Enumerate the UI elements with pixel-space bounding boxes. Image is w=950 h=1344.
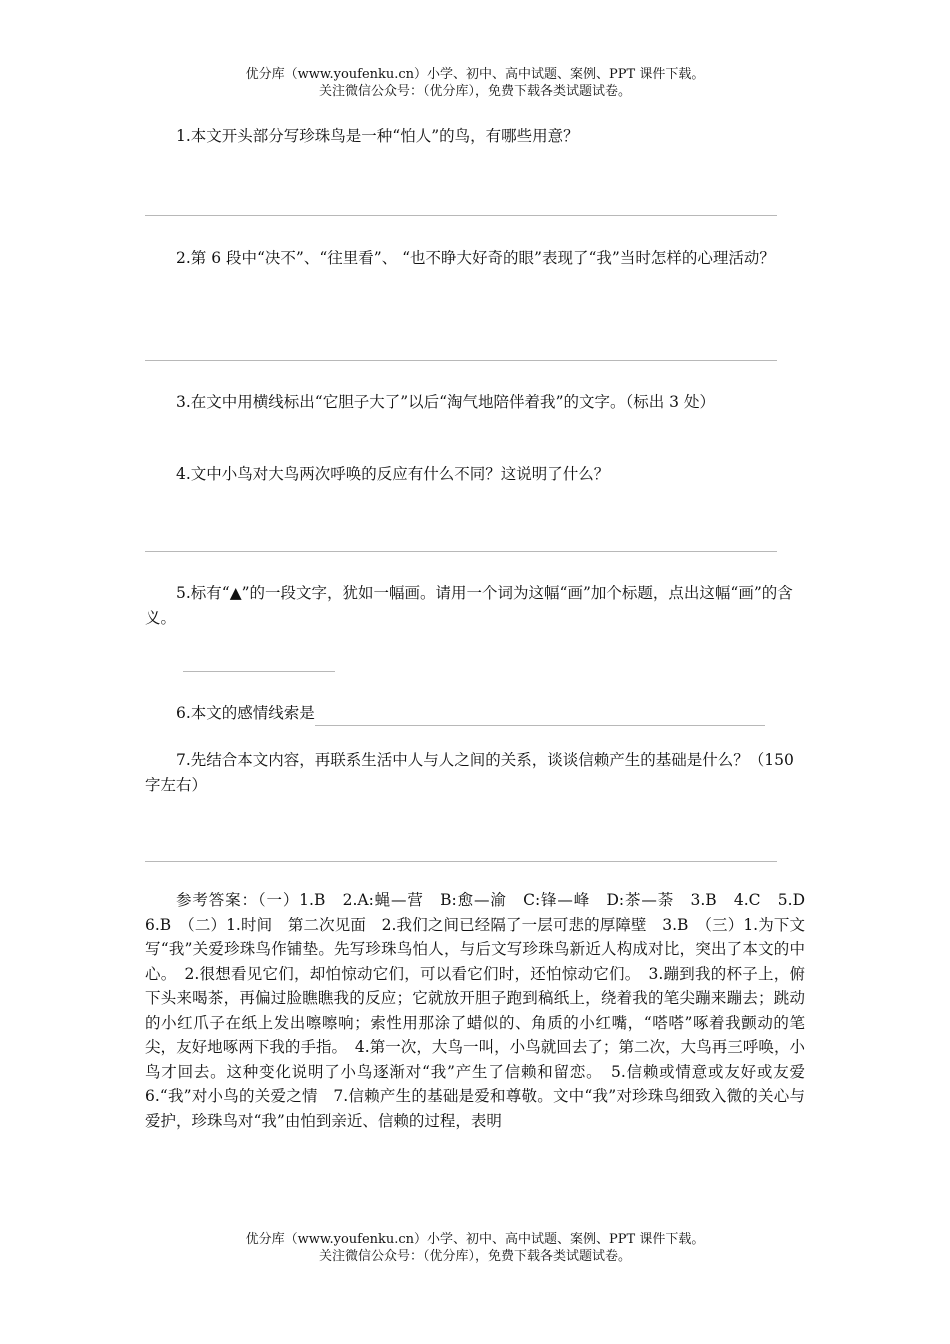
answer-line-6 bbox=[315, 709, 765, 726]
question-5: 5.标有“▲”的一段文字，犹如一幅画。请用一个词为这幅“画”加个标题，点出这幅“画”的含义。 bbox=[145, 584, 793, 627]
question-7: 7.先结合本文内容，再联系生活中人与人之间的关系，谈谈信赖产生的基础是什么？（150 字左右） bbox=[145, 751, 794, 794]
reference-answers: 参考答案：（一）1.B 2.A:蝇—营 B:愈—渝 C:锋—峰 D:茶—荼 3.B 4.C 5.D 6.B （二）1.时间 第二次见面 2.我们之间已经隔了一层可悲的厚障壁 3.B （三）1.为下文写“我”关爱珍珠鸟作铺垫。先写珍珠鸟怕人，与后文写珍珠鸟新近人构成对比，突出了本文的中心。 2.很想看见它们，却怕惊动它们，可以看它们时，还怕惊动它们。 3.蹦到我的杯子上，俯下头来喝茶，再偏过脸瞧瞧我的反应；它就放开胆子跑到稿纸上，绕着我的笔尖蹦来蹦去；跳动的小红爪子在纸上发出嚓嚓响；索性用那涂了蜡似的、角质的小红嘴，“嗒嗒”啄着我颤动的笔尖，友好地啄两下我的手指。 4.第一次，大鸟一叫，小鸟就回去了；第二次，大鸟再三呼唤，小鸟才回去。这种变化说明了小鸟逐渐对“我”产生了信赖和留恋。 5.信赖或情意或友好或友爱 6.“我”对小鸟的关爱之情 7.信赖产生的基础是爱和尊敬。文中“我”对珍珠鸟细致入微的关心与爱护，珍珠鸟对“我”由怕到亲近、信赖的过程，表明 bbox=[145, 891, 821, 1130]
footer-line-1: 优分库（www.youfenku.cn）小学、初中、高中试题、案例、PPT 课件下载。 bbox=[245, 1232, 705, 1247]
question-6-text: 6.本文的感情线索是 bbox=[176, 704, 315, 722]
page-footer bbox=[0, 1231, 950, 1265]
answer-line-5 bbox=[183, 671, 335, 672]
question-1: 1.本文开头部分写珍珠鸟是一种“怕人”的鸟，有哪些用意？ bbox=[176, 127, 579, 145]
question-6 bbox=[145, 701, 825, 726]
answer-line-2 bbox=[145, 360, 777, 361]
answer-line-1 bbox=[145, 215, 777, 216]
footer-line-2: 关注微信公众号：（优分库），免费下载各类试题试卷。 bbox=[318, 1249, 631, 1264]
question-4: 4.文中小鸟对大鸟两次呼唤的反应有什么不同？这说明了什么？ bbox=[176, 465, 610, 483]
question-2: 2.第 6 段中“决不”、“往里看”、 “也不睁大好奇的眼”表现了“我”当时怎样的心理活动？ bbox=[176, 249, 775, 267]
header-line-2: 关注微信公众号：（优分库），免费下载各类试题试卷。 bbox=[318, 84, 631, 99]
page-header bbox=[0, 66, 950, 100]
header-line-1: 优分库（www.youfenku.cn）小学、初中、高中试题、案例、PPT 课件下载。 bbox=[245, 67, 705, 82]
answer-line-7 bbox=[145, 861, 777, 862]
answer-line-4 bbox=[145, 551, 777, 552]
question-3: 3.在文中用横线标出“它胆子大了”以后“淘气地陪伴着我”的文字。（标出 3 处） bbox=[176, 393, 715, 411]
